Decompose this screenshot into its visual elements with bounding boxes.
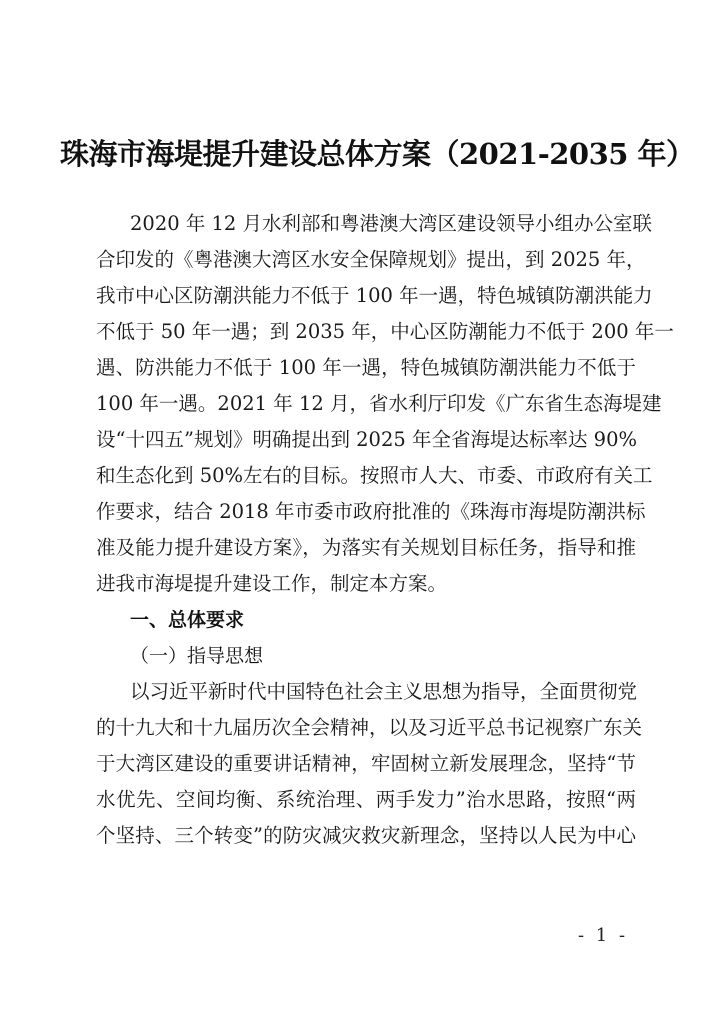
paragraph-line: 遇、防洪能力不低于 100 年一遇，特色城镇防潮洪能力不低于: [96, 356, 636, 379]
paragraph-line: 以习近平新时代中国特色社会主义思想为指导，全面贯彻党: [130, 680, 638, 703]
paragraph-line: 准及能力提升建设方案》，为落实有关规划目标任务，指导和推: [96, 536, 636, 559]
paragraph-line: 我市中心区防潮洪能力不低于 100 年一遇，特色城镇防潮洪能力: [96, 284, 653, 307]
paragraph-line: 水优先、空间均衡、系统治理、两手发力”治水思路，按照“两: [96, 788, 636, 811]
paragraph-line: 作要求，结合 2018 年市委市政府批准的《珠海市海堤防潮洪标: [96, 500, 646, 523]
paragraph-line: 和生态化到 50%左右的目标。按照市人大、市委、市政府有关工: [96, 464, 653, 487]
paragraph-line: 于大湾区建设的重要讲话精神，牢固树立新发展理念，坚持“节: [96, 752, 636, 775]
document-title: 珠海市海堤提升建设总体方案（2021-2035 年）: [60, 137, 695, 171]
paragraph-line: 不低于 50 年一遇；到 2035 年，中心区防潮能力不低于 200 年一: [96, 320, 674, 343]
paragraph-line: 2020 年 12 月水利部和粤港澳大湾区建设领导小组办公室联: [130, 212, 653, 235]
subsection-heading: （一）指导思想: [130, 645, 264, 667]
paragraph-line: 合印发的《粤港澳大湾区水安全保障规划》提出，到 2025 年，: [96, 248, 646, 271]
paragraph-line: 的十九大和十九届历次全会精神，以及习近平总书记视察广东关: [96, 716, 643, 739]
paragraph-line: 个坚持、三个转变”的防灾减灾救灾新理念，坚持以人民为中心: [96, 824, 636, 847]
page-number: - 1 -: [578, 925, 629, 946]
paragraph-line: 100 年一遇。2021 年 12 月，省水利厅印发《广东省生态海堤建: [96, 392, 662, 415]
paragraph-line: 进我市海堤提升建设工作，制定本方案。: [96, 572, 448, 595]
section-heading: 一、总体要求: [130, 609, 245, 631]
paragraph-line: 设“十四五”规划》明确提出到 2025 年全省海堤达标率达 90%: [96, 428, 638, 451]
